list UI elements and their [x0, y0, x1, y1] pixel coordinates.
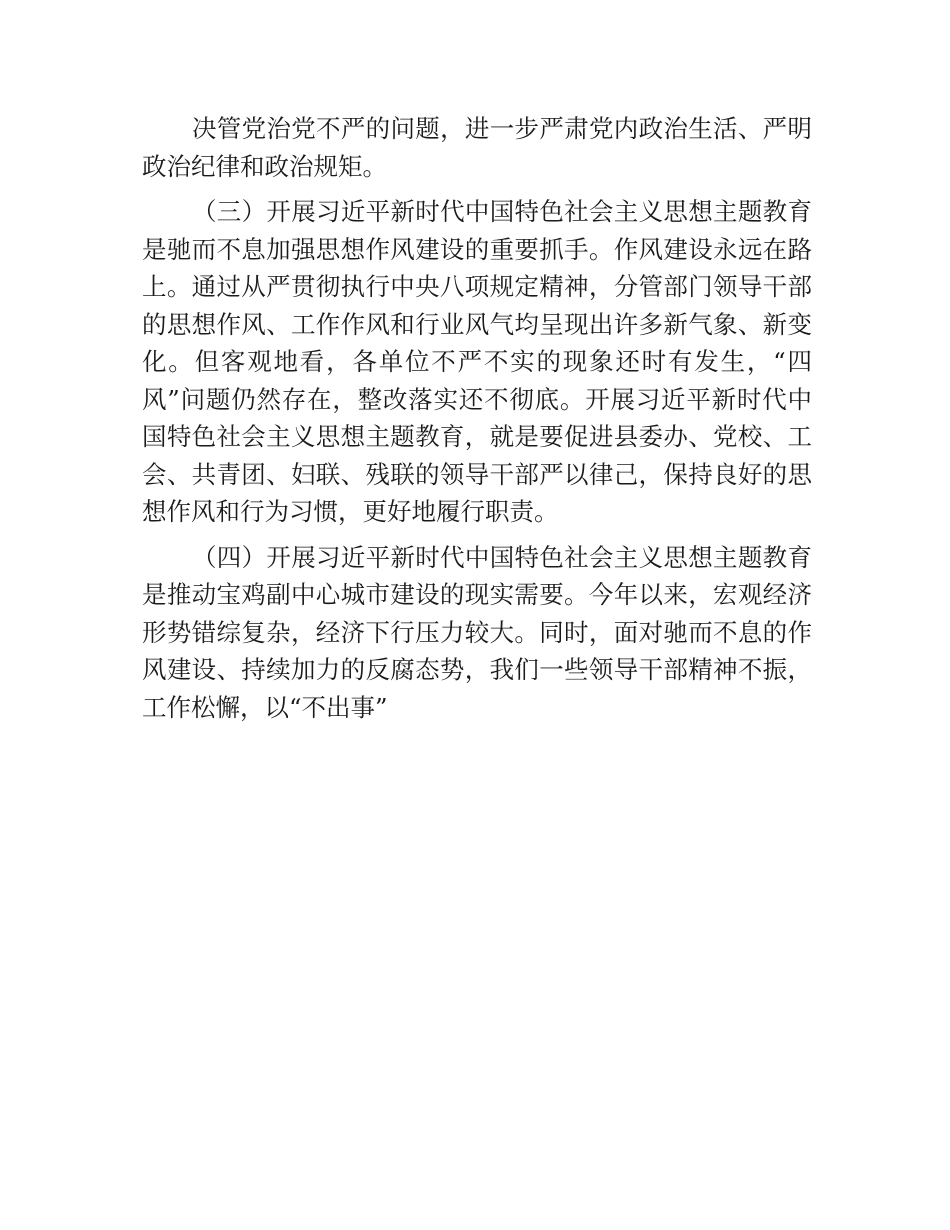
text-line: 形势错综复杂，经济下行压力较大。同时，面对驰而不息的作: [142, 617, 812, 647]
text-line: （四）开展习近平新时代中国特色社会主义思想主题教育: [192, 542, 812, 572]
text-line: 想作风和行为习惯，更好地履行职责。: [142, 497, 559, 526]
text-line: 风建设、持续加力的反腐态势，我们一些领导干部精神不振，: [142, 655, 812, 684]
text-line: 国特色社会主义思想主题教育，就是要促进县委办、党校、工: [142, 422, 812, 451]
document-body: [142, 110, 812, 734]
paragraph-3: [142, 539, 812, 727]
text-line: 风”问题仍然存在，整改落实还不彻底。开展习近平新时代中: [142, 384, 812, 414]
text-line: 是推动宝鸡副中心城市建设的现实需要。今年以来，宏观经济: [142, 580, 812, 609]
text-line: 化。但客观地看，各单位不严不实的现象还时有发生，“四: [142, 347, 812, 376]
paragraph-2: [142, 193, 812, 531]
text-line: 的思想作风、工作作风和行业风气均呈现出许多新气象、新变: [142, 309, 812, 339]
text-line: 工作松懈，以“不出事”: [142, 692, 388, 722]
text-line: 决管党治党不严的问题，进一步严肃党内政治生活、严明: [192, 114, 812, 143]
text-line: 是驰而不息加强思想作风建设的重要抓手。作风建设永远在路: [142, 234, 812, 264]
text-line: 会、共青团、妇联、残联的领导干部严以律己，保持良好的思: [142, 459, 812, 489]
paragraph-1: [142, 110, 812, 185]
text-line: 上。通过从严贯彻执行中央八项规定精神，分管部门领导干部: [142, 272, 812, 301]
text-line: 政治纪律和政治规矩。: [142, 151, 387, 181]
text-line: （三）开展习近平新时代中国特色社会主义思想主题教育: [192, 197, 812, 226]
